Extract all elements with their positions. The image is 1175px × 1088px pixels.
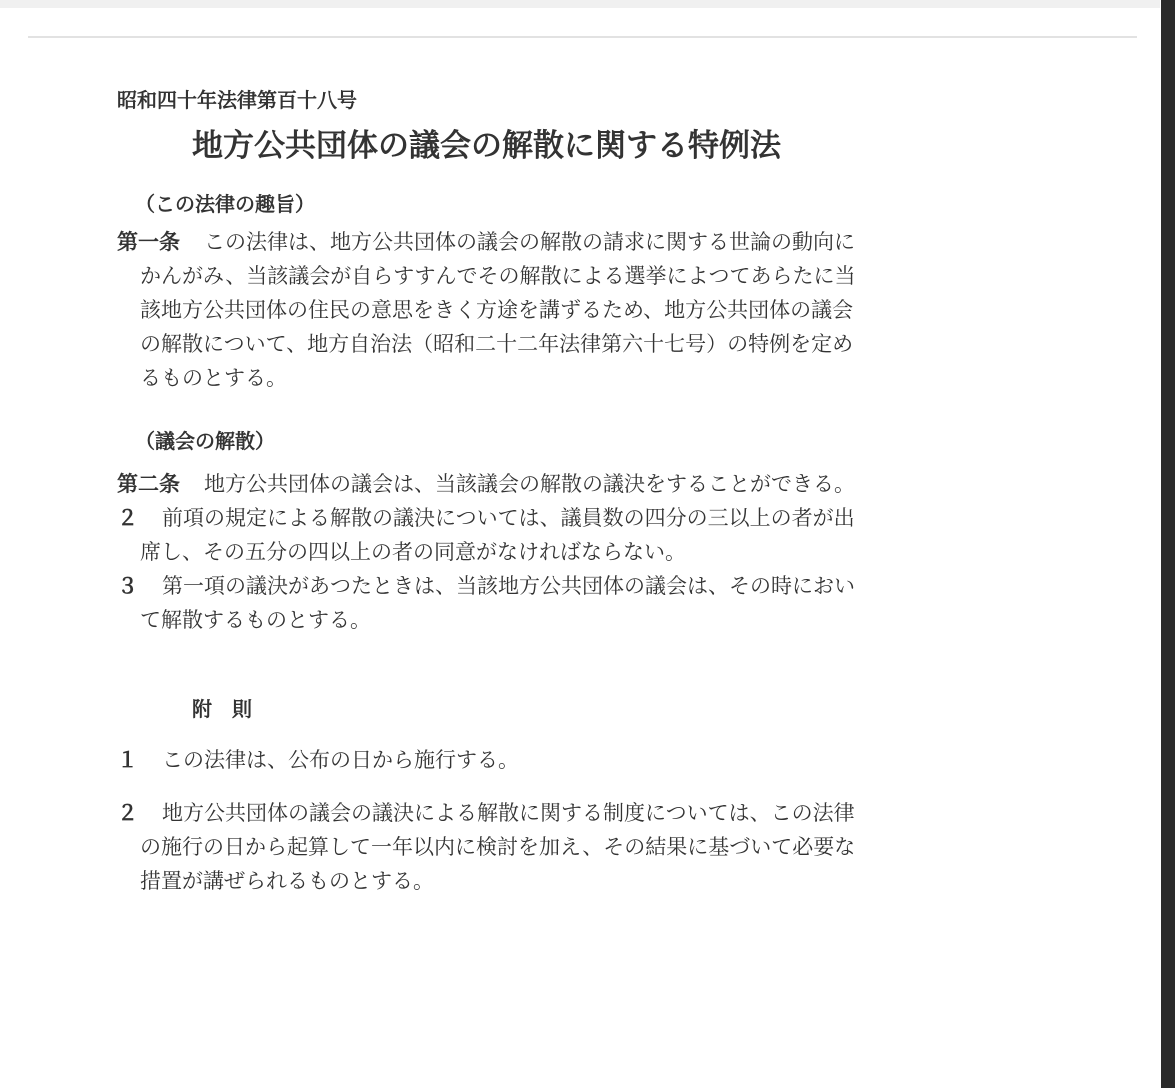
article-2	[117, 467, 855, 637]
paragraph-number: ２	[117, 506, 138, 530]
article-caption: （この法律の趣旨）	[135, 192, 315, 216]
article-caption: （議会の解散）	[135, 429, 275, 453]
paragraph-number: １	[117, 748, 138, 772]
paragraph-text: この法律は、公布の日から施行する。	[162, 748, 519, 772]
scrollbar[interactable]	[1161, 0, 1175, 1088]
paragraph-number: ２	[117, 801, 138, 825]
paragraph-text: 第一項の議決があつたときは、当該地方公共団体の議会は、その時におい	[162, 574, 855, 598]
supplementary-heading: 附 則	[192, 697, 252, 721]
paragraph-text: の施行の日から起算して一年以内に検討を加え、その結果に基づいて必要な	[140, 835, 856, 859]
article-number: 第一条	[117, 230, 180, 254]
paragraph-text: 前項の規定による解散の議決については、議員数の四分の三以上の者が出	[162, 506, 855, 530]
article-1	[117, 225, 855, 395]
article-text: の解散について、地方自治法（昭和二十二年法律第六十七号）の特例を定め	[140, 332, 854, 356]
law-number: 昭和四十年法律第百十八号	[117, 88, 357, 112]
article-text: この法律は、地方公共団体の議会の解散の請求に関する世論の動向に	[204, 230, 855, 254]
article-text: 地方公共団体の議会は、当該議会の解散の議決をすることができる。	[204, 472, 855, 496]
supplementary-provision-1	[117, 743, 519, 777]
article-number: 第二条	[117, 472, 180, 496]
divider	[28, 36, 1137, 38]
article-text: 該地方公共団体の住民の意思をきく方途を講ずるため、地方公共団体の議会	[140, 298, 854, 322]
supplementary-provision-2	[117, 796, 855, 898]
paragraph-text: て解散するものとする。	[140, 608, 371, 632]
paragraph-text: 席し、その五分の四以上の者の同意がなければならない。	[140, 540, 686, 564]
paragraph-text: 地方公共団体の議会の議決による解散に関する制度については、この法律	[162, 801, 855, 825]
article-text: るものとする。	[140, 366, 287, 390]
paragraph-text: 措置が講ぜられるものとする。	[140, 869, 434, 893]
paragraph-number: ３	[117, 574, 138, 598]
law-title: 地方公共団体の議会の解散に関する特例法	[192, 128, 781, 164]
top-bar	[0, 0, 1160, 8]
article-text: かんがみ、当該議会が自らすすんでその解散による選挙によつてあらたに当	[140, 264, 856, 288]
